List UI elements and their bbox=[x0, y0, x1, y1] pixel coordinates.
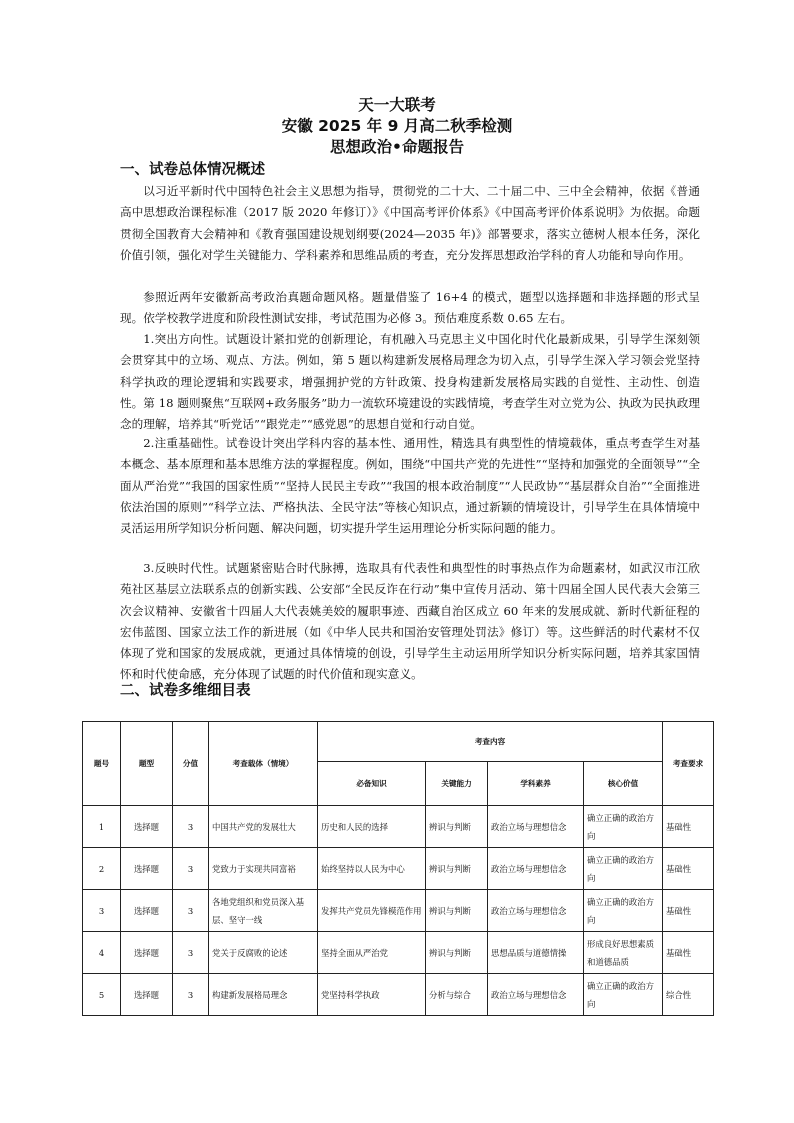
cell-score: 3 bbox=[173, 890, 209, 932]
section-1-heading: 一、试卷总体情况概述 bbox=[120, 162, 265, 178]
header-requirement: 考查要求 bbox=[663, 722, 714, 806]
paragraph-1: 以习近平新时代中国特色社会主义思想为指导，贯彻党的二十大、二十届二中、三中全会精神，依据《普通高中思想政治课程标准（2017 版 2020 年修订）》《中国高考评价体系》《中国高考评价体系说明》为依据。命题贯彻全国教育大会精神和《教育强国建设规划纲要(2024—2035 年)》部署要求，落实立德树人根本任务，深化价值引领，强化对学生关键能力、学科素养和思维品质的考查，充分发挥思想政治学科的育人功能和导向作用。 bbox=[120, 184, 700, 262]
cell-type: 选择题 bbox=[121, 806, 173, 848]
cell-score: 3 bbox=[173, 932, 209, 974]
cell-carrier: 党关于反腐败的论述 bbox=[209, 932, 318, 974]
exam-name: 天一大联考 bbox=[358, 96, 436, 114]
cell-score: 3 bbox=[173, 806, 209, 848]
cell-num: 1 bbox=[83, 806, 121, 848]
cell-ability: 分析与综合 bbox=[426, 974, 488, 1016]
cell-ability: 辨识与判断 bbox=[426, 848, 488, 890]
cell-value: 确立正确的政治方向 bbox=[584, 848, 663, 890]
report-title: 思想政治•命题报告 bbox=[330, 138, 464, 156]
cell-carrier: 各地党组织和党员深入基层、坚守一线 bbox=[209, 890, 318, 932]
section-2-heading: 二、试卷多维细目表 bbox=[120, 683, 251, 699]
header-value: 核心价值 bbox=[584, 762, 663, 806]
table-header-row bbox=[83, 722, 714, 762]
header-num: 题号 bbox=[83, 722, 121, 806]
cell-literacy: 政治立场与理想信念 bbox=[488, 974, 584, 1016]
paragraph-4: 2.注重基础性。试卷设计突出学科内容的基本性、通用性，精选具有典型性的情境载体，重点考查学生对基本概念、基本原理和基本思维方法的掌握程度。例如，围绕“中国共产党的先进性”“坚持和加强党的全面领导”“全面从严治党”“我国的国家性质”“坚持人民民主专政”“我国的根本政治制度”“人民政协”“基层群众自治”“全面推进依法治国的原则”“科学立法、严格执法、全民守法”等核心知识点，通过新颖的情境设计，引导学生在具体情境中灵活运用所学知识分析问题、解决问题，切实提升学生运用理论分析实际问题的能力。 bbox=[120, 436, 700, 536]
cell-requirement: 基础性 bbox=[663, 806, 714, 848]
cell-ability: 辨识与判断 bbox=[426, 932, 488, 974]
exam-subtitle: 安徽 2025 年 9 月高二秋季检测 bbox=[281, 117, 513, 135]
paragraph-2: 参照近两年安徽新高考政治真题命题风格。题量借鉴了 16+4 的模式，题型以选择题和非选择题的形式呈现。依学校教学进度和阶段性测试安排，考试范围为必修 3。预估难度系数 0.65 左右。 bbox=[120, 290, 700, 326]
cell-requirement: 基础性 bbox=[663, 890, 714, 932]
cell-ability: 辨识与判断 bbox=[426, 890, 488, 932]
detail-table bbox=[82, 721, 714, 1016]
cell-knowledge: 党坚持科学执政 bbox=[318, 974, 426, 1016]
table-row bbox=[83, 932, 714, 974]
cell-carrier: 党致力于实现共同富裕 bbox=[209, 848, 318, 890]
header-score: 分值 bbox=[173, 722, 209, 806]
header-ability: 关键能力 bbox=[426, 762, 488, 806]
cell-value: 确立正确的政治方向 bbox=[584, 974, 663, 1016]
header-literacy: 学科素养 bbox=[488, 762, 584, 806]
header-type: 题型 bbox=[121, 722, 173, 806]
table-row bbox=[83, 890, 714, 932]
table-row bbox=[83, 806, 714, 848]
cell-type: 选择题 bbox=[121, 890, 173, 932]
table-row bbox=[83, 974, 714, 1016]
cell-value: 形成良好思想素质和道德品质 bbox=[584, 932, 663, 974]
cell-value: 确立正确的政治方向 bbox=[584, 890, 663, 932]
cell-type: 选择题 bbox=[121, 848, 173, 890]
cell-carrier: 中国共产党的发展壮大 bbox=[209, 806, 318, 848]
cell-literacy: 政治立场与理想信念 bbox=[488, 848, 584, 890]
cell-score: 3 bbox=[173, 848, 209, 890]
cell-value: 确立正确的政治方向 bbox=[584, 806, 663, 848]
cell-carrier: 构建新发展格局理念 bbox=[209, 974, 318, 1016]
cell-requirement: 基础性 bbox=[663, 932, 714, 974]
cell-num: 2 bbox=[83, 848, 121, 890]
cell-type: 选择题 bbox=[121, 974, 173, 1016]
table-row bbox=[83, 848, 714, 890]
cell-literacy: 政治立场与理想信念 bbox=[488, 806, 584, 848]
report-title-block bbox=[0, 95, 794, 158]
cell-knowledge: 发挥共产党员先锋模范作用 bbox=[318, 890, 426, 932]
cell-requirement: 综合性 bbox=[663, 974, 714, 1016]
header-content: 考查内容 bbox=[318, 722, 663, 762]
cell-ability: 辨识与判断 bbox=[426, 806, 488, 848]
header-knowledge: 必备知识 bbox=[318, 762, 426, 806]
paragraph-5: 3.反映时代性。试题紧密贴合时代脉搏，选取具有代表性和典型性的时事热点作为命题素材，如武汉市江欣苑社区基层立法联系点的创新实践、公安部“全民反诈在行动”集中宣传月活动、第十四届全国人民代表大会第三次会议精神、安徽省十四届人大代表姚美姣的履职事迹、西藏自治区成立 60 年来的发展成就、新时代新征程的宏伟蓝图、国家立法工作的新进展（如《中华人民共和国治安管理处罚法》修订）等。这些鲜活的时代素材不仅体现了党和国家的发展成就，更通过具体情境的创设，引导学生主动运用所学知识分析实际问题，培养其家国情怀和时代使命感，充分体现了试题的时代价值和现实意义。 bbox=[120, 561, 700, 682]
cell-knowledge: 历史和人民的选择 bbox=[318, 806, 426, 848]
cell-knowledge: 始终坚持以人民为中心 bbox=[318, 848, 426, 890]
cell-score: 3 bbox=[173, 974, 209, 1016]
cell-num: 3 bbox=[83, 890, 121, 932]
cell-requirement: 基础性 bbox=[663, 848, 714, 890]
cell-num: 4 bbox=[83, 932, 121, 974]
cell-literacy: 思想品质与道德情操 bbox=[488, 932, 584, 974]
paragraph-3: 1.突出方向性。试题设计紧扣党的创新理论，有机融入马克思主义中国化时代化最新成果，引导学生深刻领会贯穿其中的立场、观点、方法。例如，第 5 题以构建新发展格局理念为切入点，引导学生深入学习领会党坚持科学执政的理论逻辑和实践要求，增强拥护党的方针政策、投身构建新发展格局实践的自觉性、主动性、创造性。第 18 题则聚焦“互联网+政务服务”助力一流软环境建设的实践情境，考查学生对立党为公、执政为民执政理念的理解，培养其“听党话”“跟党走”“感党恩”的思想自觉和行动自觉。 bbox=[120, 332, 700, 432]
header-carrier: 考查载体（情境） bbox=[209, 722, 318, 806]
cell-num: 5 bbox=[83, 974, 121, 1016]
cell-knowledge: 坚持全面从严治党 bbox=[318, 932, 426, 974]
cell-type: 选择题 bbox=[121, 932, 173, 974]
cell-literacy: 政治立场与理想信念 bbox=[488, 890, 584, 932]
